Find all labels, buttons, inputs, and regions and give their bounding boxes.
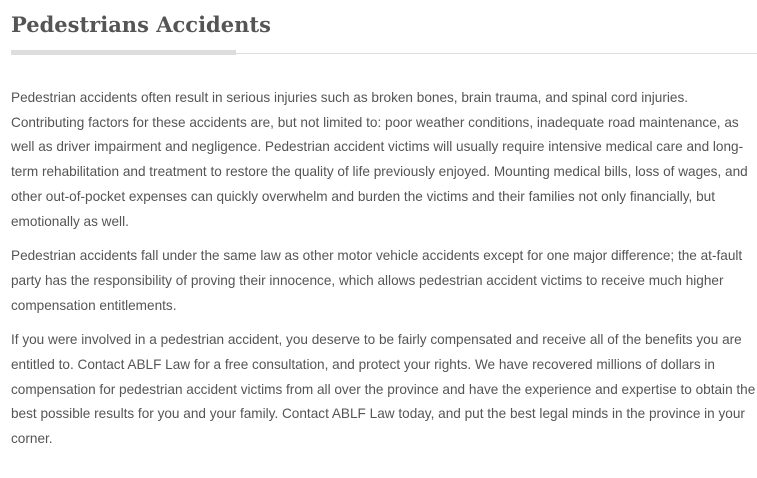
heading-accent-bar	[11, 50, 236, 55]
article-body	[11, 86, 757, 462]
heading-section	[11, 8, 757, 56]
paragraph-contact: If you were involved in a pedestrian accident, you deserve to be fairly compensated and receive all of the benefits you are entitled to. Contact ABLF Law for a free consultation, and protect your rights. We have recovered millions of dollars in compensation for pedestrian accident victims from all over the province and have the experience and expertise to obtain the best possible results for you and your family. Contact ABLF Law today, and put the best legal minds in the province in your corner.	[11, 332, 756, 447]
page-title: Pedestrians Accidents	[11, 12, 271, 37]
paragraph-law: Pedestrian accidents fall under the same law as other motor vehicle accidents except for one major difference; the at-fault party has the responsibility of proving their innocence, which allows pedestrian accident victims to receive much higher compensation entitlements.	[11, 248, 743, 313]
paragraph-injuries: Pedestrian accidents often result in serious injuries such as broken bones, brain trauma, and spinal cord injuries. Contributing factors for these accidents are, but not limited to: poor weather conditions, inadequate road maintenance, as well as driver impairment and negligence. Pedestrian accident victims will usually require intensive medical care and long-term rehabilitation and treatment to restore the quality of life previously enjoyed. Mounting medical bills, loss of wages, and other out-of-pocket expenses can quickly overwhelm and burden the victims and their families not only financially, but emotionally as well.	[11, 90, 748, 229]
